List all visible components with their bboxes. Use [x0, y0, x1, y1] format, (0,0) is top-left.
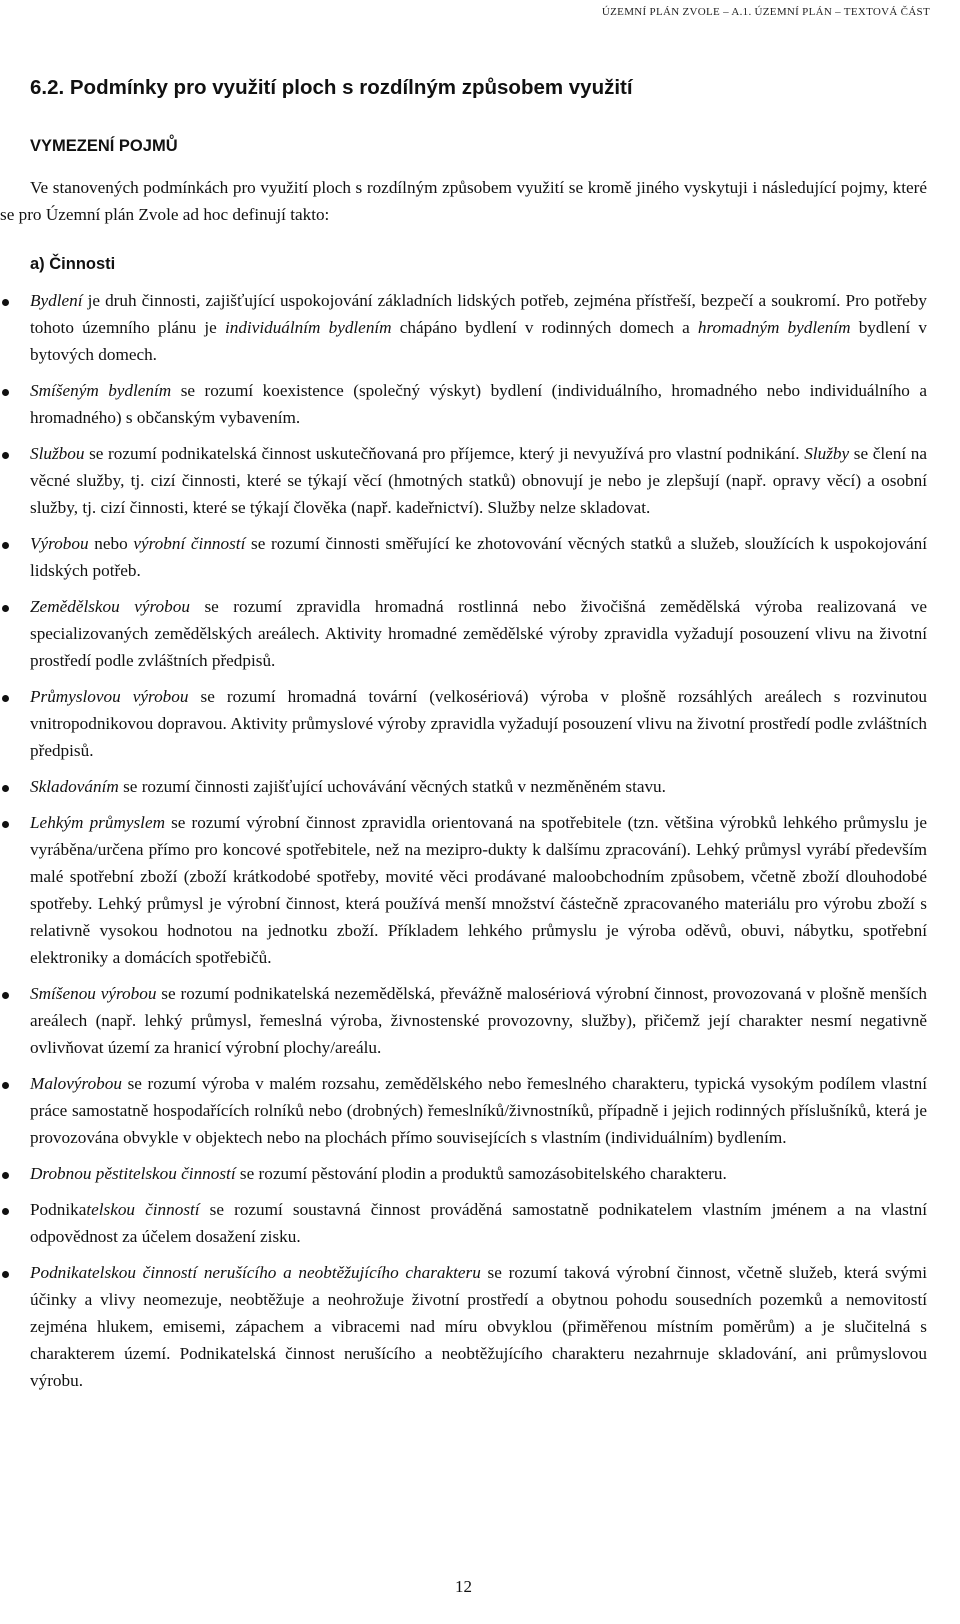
bullet-icon [2, 821, 9, 828]
definition-text: se rozumí podnikatelská činnost uskutečňovaná pro příjemce, který ji nevyužívá pro vlastní podnikání. [84, 444, 805, 463]
definition-text: se rozumí činnosti zajišťující uchovávání věcných statků v nezměněném stavu. [118, 777, 666, 796]
document-header: ÚZEMNÍ PLÁN ZVOLE – A.1. ÚZEMNÍ PLÁN – TEXTOVÁ ČÁST [601, 6, 930, 18]
defined-term: telskou činností [86, 1200, 200, 1219]
definition-item [0, 377, 927, 431]
definition-text: se rozumí podnikatelská nezemědělská, převážně malosériová výrobní činnost, provozovaná v plošně menších areálech (např. lehký průmysl, řemeslná výroba, živnostenské provozovny, služby), přičemž její charakter nesmí negativně ovlivňovat území za hranicí výrobní plochy/areálu. [30, 984, 927, 1057]
definition-item [0, 1259, 927, 1394]
definition-text: se rozumí taková výrobní činnost, včetně služeb, která svými účinky a vlivy neomezuje, neobtěžuje a neohrožuje životní prostředí a obytnou pohodu sousedních pozemků a nemovitostí zejména hlukem, emisemi, zápachem a vibracemi nad míru obvyklou (přiměřenou místním poměrům) a je slučitelná s charakterem území. Podnikatelská činnost nerušícího a neobtěžujícího charakteru nezahrnuje skladování, ani průmyslovou výrobu. [30, 1263, 928, 1390]
definition-item [0, 440, 927, 521]
page-number: 12 [455, 1577, 472, 1596]
bullet-icon [2, 1172, 9, 1179]
defined-term: Služby [804, 444, 850, 463]
definition-text: nebo [88, 534, 134, 553]
definition-text: je druh činnosti, zajišťující uspokojování základních lidských potřeb, zejména přístřeší, bezpečí a soukromí. Pro potřeby tohoto územního plánu je [30, 291, 927, 337]
definition-item [0, 809, 927, 971]
defined-term: Podnikatelskou činností nerušícího a neobtěžujícího charakteru [30, 1263, 481, 1282]
defined-term: Smíšeným bydlením [30, 381, 172, 400]
defined-term: výrobní činností [133, 534, 246, 553]
definition-text: se rozumí koexistence (společný výskyt) bydlení (individuálního, hromadného nebo individuálního a hromadného) s občanským vybavením. [30, 381, 927, 427]
bullet-icon [2, 992, 9, 999]
definition-item [0, 773, 927, 800]
defined-term: Drobnou pěstitelskou činností [30, 1164, 236, 1183]
definition-text: chápáno bydlení v rodinných domech a [391, 318, 698, 337]
defined-term: Výrobou [30, 534, 89, 553]
bullet-icon [2, 1271, 9, 1278]
definition-text: se rozumí činnosti směřující ke zhotovování věcných statků a služeb, sloužících k uspokojování lidských potřeb. [30, 534, 927, 580]
bullet-icon [2, 542, 9, 549]
defined-term: Průmyslovou výrobou [30, 687, 189, 706]
defined-term: Lehkým průmyslem [30, 813, 165, 832]
defined-term: Smíšenou výrobou [30, 984, 157, 1003]
defined-term: Malovýrobou [30, 1074, 122, 1093]
definition-item [0, 593, 927, 674]
definition-item [0, 1160, 927, 1187]
definition-list [0, 287, 927, 1403]
bullet-icon [2, 1208, 9, 1215]
definition-item [0, 530, 927, 584]
definition-item [0, 1070, 927, 1151]
definition-text: se rozumí soustavná činnost prováděná samostatně podnikatelem vlastním jménem a na vlastní odpovědnost za účelem dosažení zisku. [30, 1200, 927, 1246]
definition-item [0, 287, 927, 368]
definition-text: se rozumí pěstování plodin a produktů samozásobitelského charakteru. [235, 1164, 727, 1183]
bullet-icon [2, 785, 9, 792]
defined-term: Skladováním [30, 777, 119, 796]
definition-text: se rozumí zpravidla hromadná rostlinná nebo živočišná zemědělská výroba realizovaná ve specializovaných zemědělských areálech. Aktivity hromadné zemědělské výroby zpravidla vyžadují posouzení vlivu na životní prostředí podle zvláštních předpisů. [30, 597, 927, 670]
activities-heading: a) Činnosti [30, 255, 116, 273]
bullet-icon [2, 389, 9, 396]
defined-term: hromadným bydlením [697, 318, 851, 337]
defined-term: individuálním bydlením [224, 318, 392, 337]
definition-text: se rozumí výrobní činnost zpravidla orientovaná na spotřebitele (tzn. většina výrobků lehkého průmyslu je vyráběna/určena přímo pro koncové spotřebitele, než na mezipro-dukty k dalšímu zpracování). Lehký průmysl vyrábí především malé spotřební zboží (zboží krátkodobé spotřeby, movité věci prodávané maloobchodním způsobem, včetně zboží dlouhodobé spotřeby. Lehký průmysl je výrobní činnost, která používá menší množství částečně zpracovaného materiálu pro výrobu zboží s relativně vysokou hodnotou na jednotku zboží. Příkladem lehkého průmyslu je výroba oděvů, obuvi, nábytku, spotřební elektroniky a domácích spotřebičů. [30, 813, 927, 967]
definition-item [0, 683, 927, 764]
section-title: 6.2. Podmínky pro využití ploch s rozdílným způsobem využití [30, 76, 633, 99]
bullet-icon [2, 452, 9, 459]
definition-text: se rozumí výroba v malém rozsahu, zemědělského nebo řemeslného charakteru, typická vysokým podílem vlastní práce samostatně hospodařících rolníků nebo (drobných) řemeslníků/živnostníků, případně i jejich rodinných příslušníků, která je provozována obvykle v objektech nebo na plochách přímo souvisejících s vlastním (individuálním) bydlením. [30, 1074, 927, 1147]
definition-text: Podnika [30, 1200, 87, 1219]
intro-paragraph: Ve stanovených podmínkách pro využití ploch s rozdílným způsobem využití se kromě jiného vyskytuji i následující pojmy, které se pro Územní plán Zvole ad hoc definují takto: [0, 178, 927, 224]
definition-item [0, 980, 927, 1061]
definition-text: bydlení v bytových domech. [30, 318, 928, 364]
bullet-icon [2, 695, 9, 702]
bullet-icon [2, 605, 9, 612]
definition-text: se člení na věcné služby, tj. cizí činnosti, které se týkají věcí (hmotných statků) obnovují je nebo je zlepšují (např. opravy věcí) a osobní služby, tj. cizí činnosti, které se týkají člověka (např. kadeřnictví). Služby nelze skladovat. [30, 444, 927, 517]
definition-item [0, 1196, 927, 1250]
defined-term: Službou [30, 444, 85, 463]
defined-term: Zemědělskou výrobou [30, 597, 190, 616]
definitions-heading: VYMEZENÍ POJMŮ [30, 137, 178, 155]
bullet-icon [2, 1082, 9, 1089]
defined-term: Bydlení [30, 291, 83, 310]
bullet-icon [2, 299, 9, 306]
definition-text: se rozumí hromadná tovární (velkosériová) výroba v plošně rozsáhlých areálech s rozvinutou vnitropodnikovou dopravou. Aktivity průmyslové výroby zpravidla vyžadují posouzení vlivu na životní prostředí podle zvláštních předpisů. [30, 687, 927, 760]
